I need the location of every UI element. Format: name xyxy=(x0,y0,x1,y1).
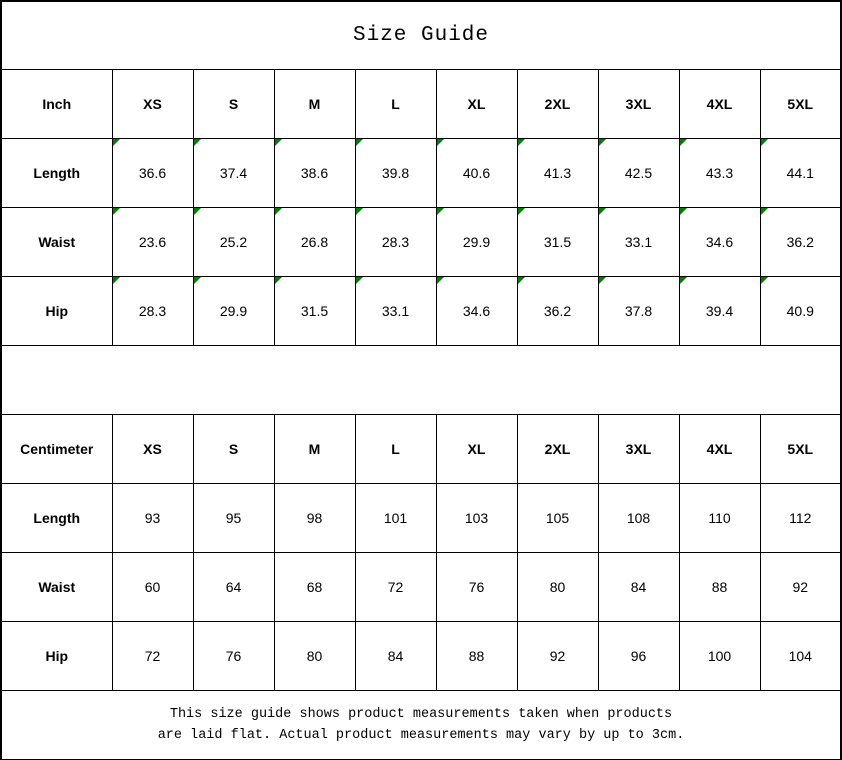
measurement-value-cell-text: 36.6 xyxy=(138,164,167,181)
measurement-value-cell-text: 88 xyxy=(711,578,728,595)
measurement-value-cell xyxy=(112,552,193,621)
measurement-value-cell-text: 112 xyxy=(789,509,812,526)
row-label-cell xyxy=(1,207,112,276)
measurement-value-cell-text: 98 xyxy=(306,509,323,526)
measurement-value-cell-text: 37.8 xyxy=(624,302,653,319)
size-header-cell-text: XL xyxy=(467,440,486,457)
measurement-value-cell xyxy=(760,207,841,276)
spacer-cell xyxy=(1,345,841,414)
measurement-value-cell-text: 101 xyxy=(383,509,408,526)
measurement-value-cell xyxy=(355,552,436,621)
row-label-cell-text: Waist xyxy=(38,578,76,595)
table-foot xyxy=(1,690,841,760)
measurement-value-cell xyxy=(598,276,679,345)
size-header-cell xyxy=(355,69,436,138)
measurement-value-cell xyxy=(679,483,760,552)
row-label-cell-text: Hip xyxy=(45,647,69,664)
measurement-value-cell-text: 84 xyxy=(630,578,647,595)
row-label-cell xyxy=(1,621,112,690)
measurement-value-cell xyxy=(274,621,355,690)
size-header-cell xyxy=(193,69,274,138)
page-title: Size Guide xyxy=(352,23,490,47)
measurement-value-cell-text: 28.3 xyxy=(138,302,167,319)
size-header-cell xyxy=(355,414,436,483)
size-header-cell xyxy=(679,69,760,138)
measurement-value-cell-text: 72 xyxy=(144,647,161,664)
footer-note-line2: are laid flat. Actual product measurements may vary by up to 3cm. xyxy=(157,727,685,743)
measurement-value-cell-text: 72 xyxy=(387,578,404,595)
measurement-value-cell-text: 34.6 xyxy=(462,302,491,319)
green-corner-flag-icon xyxy=(680,208,687,215)
spacer-row xyxy=(1,345,841,414)
size-header-cell xyxy=(274,69,355,138)
measurement-value-cell xyxy=(193,138,274,207)
green-corner-flag-icon xyxy=(518,139,525,146)
measurement-value-cell xyxy=(679,276,760,345)
size-header-cell-text: 2XL xyxy=(544,440,571,457)
size-header-cell xyxy=(760,69,841,138)
measurement-value-cell-text: 76 xyxy=(225,647,242,664)
measurement-value-cell-text: 100 xyxy=(707,647,732,664)
measurement-value-cell xyxy=(679,207,760,276)
inch-row-hip xyxy=(1,276,841,345)
measurement-value-cell xyxy=(355,483,436,552)
measurement-value-cell xyxy=(112,483,193,552)
row-label-cell-text: Length xyxy=(33,509,81,526)
size-header-cell xyxy=(517,414,598,483)
measurement-value-cell xyxy=(193,483,274,552)
measurement-value-cell-text: 88 xyxy=(468,647,485,664)
green-corner-flag-icon xyxy=(194,277,201,284)
measurement-value-cell xyxy=(598,552,679,621)
measurement-value-cell-text: 37.4 xyxy=(219,164,248,181)
measurement-value-cell-text: 34.6 xyxy=(705,233,734,250)
measurement-value-cell-text: 80 xyxy=(549,578,566,595)
measurement-value-cell-text: 29.9 xyxy=(219,302,248,319)
measurement-value-cell xyxy=(436,483,517,552)
measurement-value-cell-text: 29.9 xyxy=(462,233,491,250)
footer-note-line1: This size guide shows product measurements taken when products xyxy=(169,706,673,722)
measurement-value-cell xyxy=(679,552,760,621)
size-header-cell xyxy=(679,414,760,483)
measurement-value-cell xyxy=(760,552,841,621)
measurement-value-cell xyxy=(436,138,517,207)
measurement-value-cell-text: 40.6 xyxy=(462,164,491,181)
measurement-value-cell xyxy=(355,207,436,276)
green-corner-flag-icon xyxy=(437,277,444,284)
green-corner-flag-icon xyxy=(356,208,363,215)
green-corner-flag-icon xyxy=(194,208,201,215)
measurement-value-cell-text: 31.5 xyxy=(543,233,572,250)
measurement-value-cell xyxy=(355,621,436,690)
measurement-value-cell xyxy=(760,276,841,345)
measurement-value-cell-text: 92 xyxy=(549,647,566,664)
size-header-cell xyxy=(760,414,841,483)
row-label-cell xyxy=(1,276,112,345)
measurement-value-cell-text: 39.4 xyxy=(705,302,734,319)
measurement-value-cell-text: 44.1 xyxy=(786,164,814,181)
measurement-value-cell xyxy=(760,483,841,552)
size-header-cell-text: 3XL xyxy=(625,95,652,112)
size-header-cell-text: M xyxy=(308,440,321,457)
green-corner-flag-icon xyxy=(599,277,606,284)
measurement-value-cell xyxy=(274,552,355,621)
unit-label-cell xyxy=(1,69,112,138)
size-header-row-inch xyxy=(1,69,841,138)
unit-label-cell-text: Centimeter xyxy=(20,440,94,457)
measurement-value-cell-text: 93 xyxy=(144,509,161,526)
green-corner-flag-icon xyxy=(518,277,525,284)
measurement-value-cell-text: 23.6 xyxy=(138,233,167,250)
measurement-value-cell-text: 36.2 xyxy=(543,302,572,319)
measurement-value-cell xyxy=(517,207,598,276)
size-header-row-centimeter xyxy=(1,414,841,483)
measurement-value-cell-text: 42.5 xyxy=(624,164,653,181)
centimeter-row-waist xyxy=(1,552,841,621)
measurement-value-cell xyxy=(112,138,193,207)
measurement-value-cell xyxy=(679,621,760,690)
measurement-value-cell xyxy=(436,621,517,690)
green-corner-flag-icon xyxy=(356,277,363,284)
centimeter-row-length xyxy=(1,483,841,552)
measurement-value-cell xyxy=(598,207,679,276)
green-corner-flag-icon xyxy=(437,139,444,146)
measurement-value-cell-text: 76 xyxy=(468,578,485,595)
measurement-value-cell xyxy=(112,621,193,690)
size-header-cell xyxy=(436,414,517,483)
green-corner-flag-icon xyxy=(518,208,525,215)
green-corner-flag-icon xyxy=(356,139,363,146)
measurement-value-cell-text: 26.8 xyxy=(300,233,329,250)
inch-row-waist xyxy=(1,207,841,276)
size-header-cell-text: XS xyxy=(143,95,162,112)
size-header-cell xyxy=(274,414,355,483)
measurement-value-cell-text: 38.6 xyxy=(300,164,329,181)
measurement-value-cell xyxy=(193,621,274,690)
measurement-value-cell-text: 28.3 xyxy=(381,233,410,250)
measurement-value-cell-text: 104 xyxy=(788,647,812,664)
inch-row-length xyxy=(1,138,841,207)
measurement-value-cell-text: 60 xyxy=(144,578,161,595)
table-head xyxy=(1,1,841,69)
footer-row xyxy=(1,690,841,760)
size-header-cell xyxy=(517,69,598,138)
size-header-cell-text: 4XL xyxy=(706,440,733,457)
measurement-value-cell-text: 36.2 xyxy=(786,233,814,250)
measurement-value-cell xyxy=(436,276,517,345)
measurement-value-cell xyxy=(355,276,436,345)
size-header-cell-text: 3XL xyxy=(625,440,652,457)
size-header-cell-text: M xyxy=(308,95,321,112)
measurement-value-cell-text: 84 xyxy=(387,647,404,664)
size-header-cell-text: XL xyxy=(467,95,486,112)
green-corner-flag-icon xyxy=(599,139,606,146)
size-header-cell xyxy=(112,69,193,138)
measurement-value-cell xyxy=(112,276,193,345)
measurement-value-cell-text: 103 xyxy=(464,509,489,526)
page-title-cell xyxy=(1,1,841,69)
measurement-value-cell xyxy=(517,138,598,207)
green-corner-flag-icon xyxy=(113,208,120,215)
measurement-value-cell xyxy=(274,207,355,276)
measurement-value-cell-text: 96 xyxy=(630,647,647,664)
green-corner-flag-icon xyxy=(275,277,282,284)
green-corner-flag-icon xyxy=(275,208,282,215)
measurement-value-cell-text: 33.1 xyxy=(624,233,653,250)
size-header-cell xyxy=(193,414,274,483)
green-corner-flag-icon xyxy=(275,139,282,146)
measurement-value-cell-text: 92 xyxy=(792,578,809,595)
measurement-value-cell-text: 41.3 xyxy=(543,164,572,181)
unit-label-cell xyxy=(1,414,112,483)
size-header-cell-text: 5XL xyxy=(787,440,814,457)
green-corner-flag-icon xyxy=(761,277,768,284)
measurement-value-cell xyxy=(760,621,841,690)
measurement-value-cell xyxy=(598,138,679,207)
green-corner-flag-icon xyxy=(599,208,606,215)
measurement-value-cell-text: 64 xyxy=(225,578,242,595)
green-corner-flag-icon xyxy=(194,139,201,146)
measurement-value-cell xyxy=(436,552,517,621)
measurement-value-cell xyxy=(274,483,355,552)
size-header-cell xyxy=(598,414,679,483)
row-label-cell xyxy=(1,483,112,552)
green-corner-flag-icon xyxy=(113,139,120,146)
green-corner-flag-icon xyxy=(680,277,687,284)
measurement-value-cell xyxy=(274,138,355,207)
measurement-value-cell-text: 33.1 xyxy=(381,302,410,319)
measurement-value-cell xyxy=(598,621,679,690)
size-header-cell-text: 2XL xyxy=(544,95,571,112)
measurement-value-cell xyxy=(679,138,760,207)
table-body xyxy=(1,69,841,690)
measurement-value-cell-text: 68 xyxy=(306,578,323,595)
footer-note-cell xyxy=(1,690,841,760)
green-corner-flag-icon xyxy=(113,277,120,284)
size-header-cell-text: L xyxy=(391,95,400,112)
measurement-value-cell-text: 43.3 xyxy=(705,164,734,181)
measurement-value-cell xyxy=(355,138,436,207)
measurement-value-cell-text: 108 xyxy=(626,509,651,526)
measurement-value-cell xyxy=(517,552,598,621)
centimeter-row-hip xyxy=(1,621,841,690)
size-header-cell xyxy=(598,69,679,138)
measurement-value-cell xyxy=(517,483,598,552)
measurement-value-cell-text: 39.8 xyxy=(381,164,410,181)
measurement-value-cell-text: 25.2 xyxy=(219,233,248,250)
measurement-value-cell-text: 80 xyxy=(306,647,323,664)
measurement-value-cell xyxy=(436,207,517,276)
green-corner-flag-icon xyxy=(437,208,444,215)
measurement-value-cell xyxy=(193,276,274,345)
green-corner-flag-icon xyxy=(761,208,768,215)
row-label-cell-text: Length xyxy=(33,164,81,181)
unit-label-cell-text: Inch xyxy=(42,95,72,112)
measurement-value-cell xyxy=(193,552,274,621)
measurement-value-cell-text: 105 xyxy=(545,509,570,526)
measurement-value-cell xyxy=(193,207,274,276)
measurement-value-cell xyxy=(517,276,598,345)
size-header-cell-text: S xyxy=(228,440,239,457)
title-row xyxy=(1,1,841,69)
measurement-value-cell xyxy=(112,207,193,276)
size-header-cell-text: L xyxy=(391,440,400,457)
measurement-value-cell xyxy=(598,483,679,552)
size-header-cell xyxy=(112,414,193,483)
measurement-value-cell-text: 95 xyxy=(225,509,242,526)
measurement-value-cell xyxy=(274,276,355,345)
size-header-cell-text: 5XL xyxy=(787,95,814,112)
size-header-cell-text: S xyxy=(228,95,239,112)
green-corner-flag-icon xyxy=(680,139,687,146)
row-label-cell-text: Hip xyxy=(45,302,69,319)
row-label-cell xyxy=(1,552,112,621)
size-header-cell-text: 4XL xyxy=(706,95,733,112)
row-label-cell-text: Waist xyxy=(38,233,76,250)
measurement-value-cell-text: 40.9 xyxy=(786,302,814,319)
measurement-value-cell-text: 31.5 xyxy=(300,302,329,319)
measurement-value-cell xyxy=(517,621,598,690)
size-header-cell-text: XS xyxy=(143,440,162,457)
green-corner-flag-icon xyxy=(761,139,768,146)
measurement-value-cell xyxy=(760,138,841,207)
row-label-cell xyxy=(1,138,112,207)
size-header-cell xyxy=(436,69,517,138)
measurement-value-cell-text: 110 xyxy=(708,509,731,526)
